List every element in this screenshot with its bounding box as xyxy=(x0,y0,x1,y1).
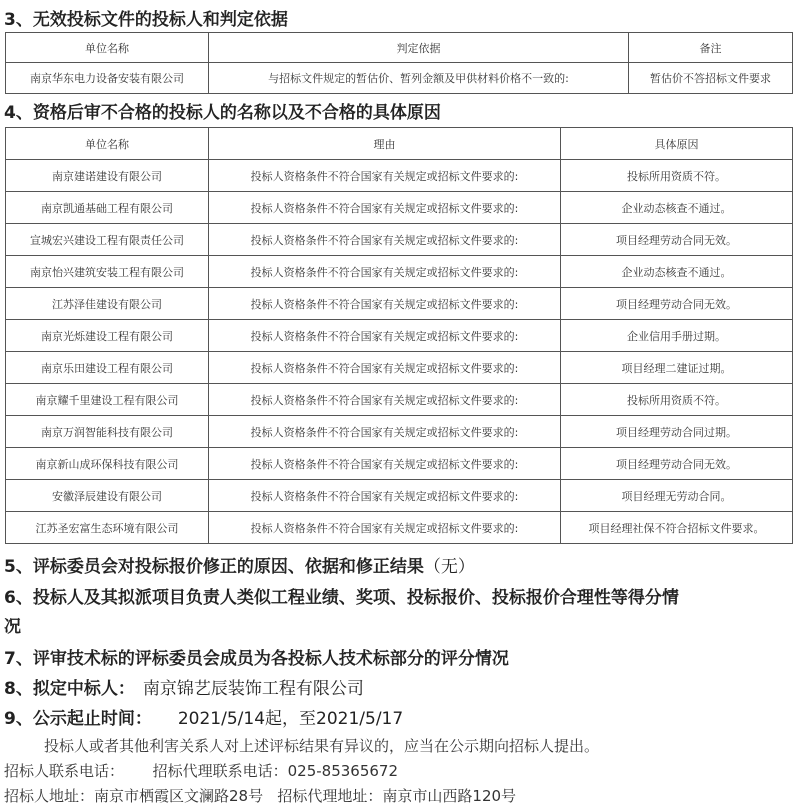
table-cell: 投标人资格条件不符合国家有关规定或招标文件要求的: xyxy=(209,512,561,544)
table-row xyxy=(6,384,793,416)
section-6-heading-continued: 况 xyxy=(4,617,21,637)
table-row xyxy=(6,480,793,512)
table-cell: 项目经理无劳动合同。 xyxy=(561,480,793,512)
table-cell: 江苏泽佳建设有限公司 xyxy=(6,288,209,320)
invalid-bid-table xyxy=(5,32,793,94)
table-cell: 投标人资格条件不符合国家有关规定或招标文件要求的: xyxy=(209,416,561,448)
table-cell: 与招标文件规定的暂估价、暂列金额及甲供材料价格不一致的: xyxy=(209,63,629,94)
column-header: 具体原因 xyxy=(561,128,793,160)
table-cell: 项目经理劳动合同无效。 xyxy=(561,448,793,480)
column-header: 备注 xyxy=(629,33,793,63)
table-cell: 安徽泽辰建设有限公司 xyxy=(6,480,209,512)
column-header: 判定依据 xyxy=(209,33,629,63)
table-cell: 企业信用手册过期。 xyxy=(561,320,793,352)
table-cell: 暂估价不答招标文件要求 xyxy=(629,63,793,94)
table-row xyxy=(6,192,793,224)
table-cell: 投标人资格条件不符合国家有关规定或招标文件要求的: xyxy=(209,384,561,416)
table-cell: 南京新山成环保科技有限公司 xyxy=(6,448,209,480)
table-header-row xyxy=(6,33,793,63)
table-cell: 投标人资格条件不符合国家有关规定或招标文件要求的: xyxy=(209,288,561,320)
column-header: 单位名称 xyxy=(6,33,209,63)
disqualified-bidders-table xyxy=(5,127,793,544)
table-cell: 投标人资格条件不符合国家有关规定或招标文件要求的: xyxy=(209,480,561,512)
table-row xyxy=(6,256,793,288)
section-8-heading xyxy=(4,674,364,699)
table-cell: 项目经理二建证过期。 xyxy=(561,352,793,384)
table-cell: 南京凯通基础工程有限公司 xyxy=(6,192,209,224)
table-row xyxy=(6,416,793,448)
table-cell: 南京光烁建设工程有限公司 xyxy=(6,320,209,352)
table-row xyxy=(6,288,793,320)
section-9-heading xyxy=(4,704,403,729)
column-header: 理由 xyxy=(209,128,561,160)
table-cell: 项目经理劳动合同过期。 xyxy=(561,416,793,448)
table-row xyxy=(6,352,793,384)
table-cell: 南京乐田建设工程有限公司 xyxy=(6,352,209,384)
table-cell: 投标人资格条件不符合国家有关规定或招标文件要求的: xyxy=(209,448,561,480)
table-cell: 投标人资格条件不符合国家有关规定或招标文件要求的: xyxy=(209,160,561,192)
table-row xyxy=(6,448,793,480)
table-cell: 投标人资格条件不符合国家有关规定或招标文件要求的: xyxy=(209,256,561,288)
table-row xyxy=(6,320,793,352)
table-cell: 南京华东电力设备安装有限公司 xyxy=(6,63,209,94)
table-cell: 项目经理劳动合同无效。 xyxy=(561,224,793,256)
section-6-heading: 6、投标人及其拟派项目负责人类似工程业绩、奖项、投标报价、投标报价合理性等得分情 xyxy=(4,588,679,608)
table-cell: 投标所用资质不符。 xyxy=(561,384,793,416)
section-5-note: （无） xyxy=(423,557,475,577)
table-row xyxy=(6,160,793,192)
column-header: 单位名称 xyxy=(6,128,209,160)
section-8-label: 8、拟定中标人： xyxy=(4,679,135,699)
table-cell: 企业动态核查不通过。 xyxy=(561,256,793,288)
section-9-label: 9、公示起止时间： xyxy=(4,709,152,729)
table-cell: 投标人资格条件不符合国家有关规定或招标文件要求的: xyxy=(209,224,561,256)
section-7-heading: 7、评审技术标的评标委员会成员为各投标人技术标部分的评分情况 xyxy=(4,649,509,669)
address-line: 招标人地址：南京市栖霞区文澜路28号 招标代理地址：南京市山西路120号 xyxy=(4,787,517,805)
table-row xyxy=(6,512,793,544)
section-3-heading: 3、无效投标文件的投标人和判定依据 xyxy=(4,10,288,30)
table-cell: 投标所用资质不符。 xyxy=(561,160,793,192)
contact-phone-line: 招标人联系电话： 招标代理联系电话：025-85365672 xyxy=(4,762,399,780)
table-row xyxy=(6,224,793,256)
table-cell: 南京耀千里建设工程有限公司 xyxy=(6,384,209,416)
table-cell: 投标人资格条件不符合国家有关规定或招标文件要求的: xyxy=(209,320,561,352)
table-cell: 南京建诺建设有限公司 xyxy=(6,160,209,192)
section-5-heading xyxy=(4,552,475,577)
table-header-row xyxy=(6,128,793,160)
table-cell: 宣城宏兴建设工程有限责任公司 xyxy=(6,224,209,256)
table-cell: 项目经理劳动合同无效。 xyxy=(561,288,793,320)
section-5-title: 5、评标委员会对投标报价修正的原因、依据和修正结果 xyxy=(4,557,424,577)
table-cell: 南京万润智能科技有限公司 xyxy=(6,416,209,448)
table-cell: 企业动态核查不通过。 xyxy=(561,192,793,224)
publicity-period: 2021/5/14起，至2021/5/17 xyxy=(177,709,404,729)
winning-bidder: 南京锦艺辰装饰工程有限公司 xyxy=(142,679,364,699)
table-cell: 项目经理社保不符合招标文件要求。 xyxy=(561,512,793,544)
table-cell: 南京怡兴建筑安装工程有限公司 xyxy=(6,256,209,288)
table-cell: 投标人资格条件不符合国家有关规定或招标文件要求的: xyxy=(209,192,561,224)
table-row xyxy=(6,63,793,94)
table-cell: 投标人资格条件不符合国家有关规定或招标文件要求的: xyxy=(209,352,561,384)
table-cell: 江苏圣宏富生态环境有限公司 xyxy=(6,512,209,544)
section-4-heading: 4、资格后审不合格的投标人的名称以及不合格的具体原因 xyxy=(4,103,441,123)
objection-notice: 投标人或者其他利害关系人对上述评标结果有异议的，应当在公示期向招标人提出。 xyxy=(44,737,600,755)
